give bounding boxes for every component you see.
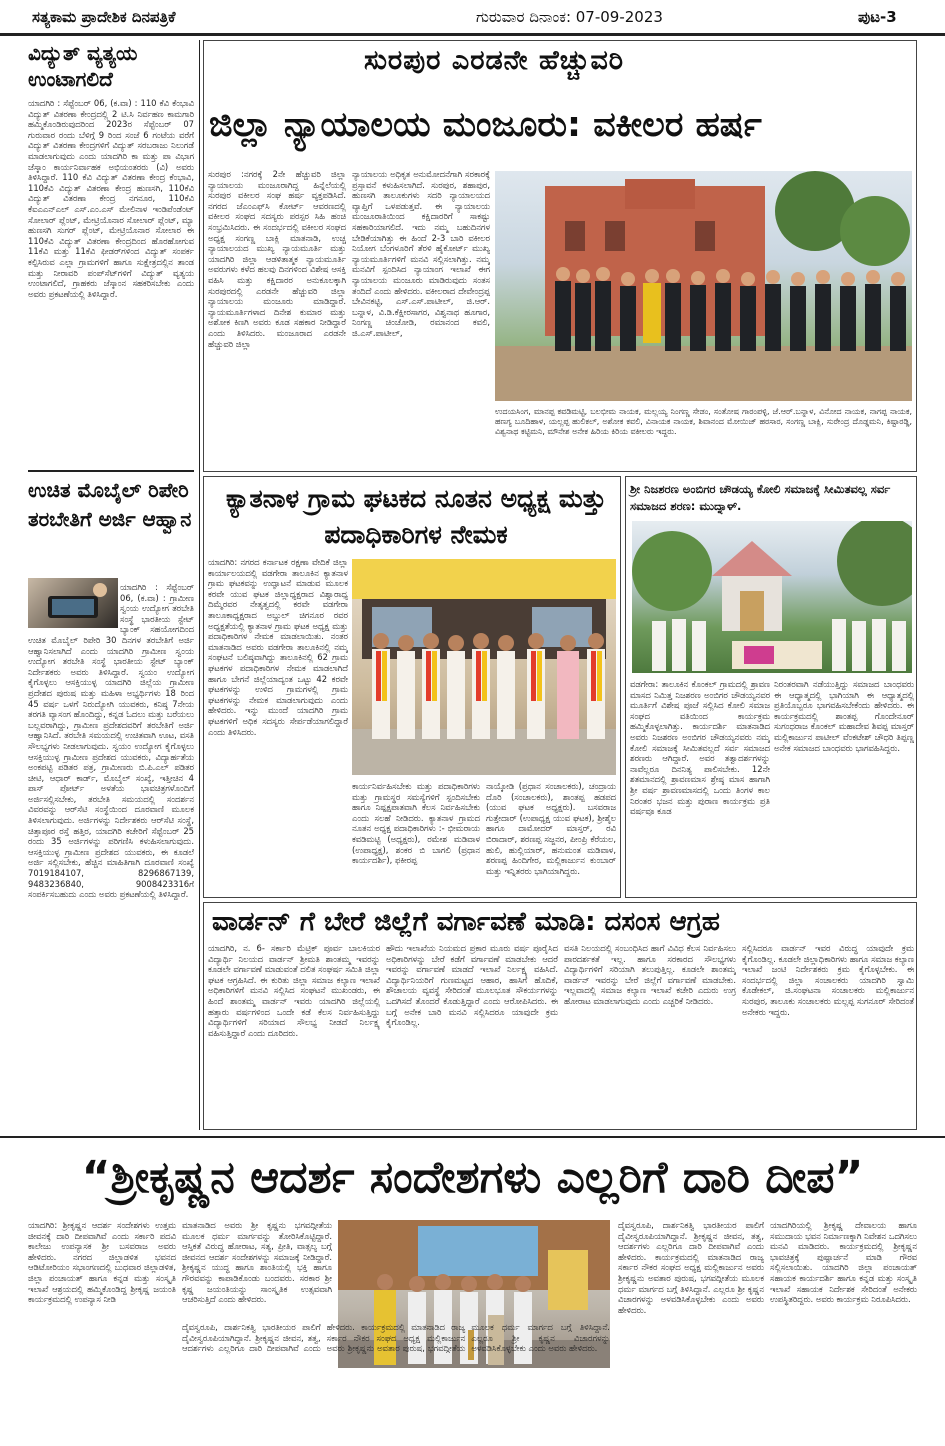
lawyers-group-photo bbox=[495, 171, 912, 401]
page-header bbox=[0, 0, 945, 36]
headline: ವಿದ್ಯುತ್ ವ್ಯತ್ಯಯ ಉಂಟಾಗಲಿದೆ bbox=[28, 41, 138, 91]
story-col-4: ಸಲ್ಲಿಸಿದರೂ ವಾರ್ಡನ್ ಇವರ ವಿರುದ್ಧ ಯಾವುದೇ ಕ್ರಮ ಕೈಗೊಂಡಿಲ್ಲ. ಕೂಡಲೇ ಜಿಲ್ಲಾಧಿಕಾರಿಗಳು ಹಾಗೂ ಸಮಾಜ ಕಲ್ಯಾಣ ಇಲಾಖೆ ಜಂಟಿ ನಿರ್ದೇಶಕರು ಕ್ರಮ ಕೈಗೊಳ್ಳಬೇಕು. ಈ ಸಂದರ್ಭದಲ್ಲಿ ಜಿಲ್ಲಾ ಸಂಚಾಲಕರು ಯಾದಗಿರಿ ಸ್ವಾಮಿ ಕೊಡೇಕಲ್, ಜಿ.ಸಂಘಟನಾ ಸಂಚಾಲಕರು ಮಲ್ಲಿಕಾರ್ಜುನ ಸುರಪುರ, ತಾಲೂಕು ಸಂಚಾಲಕರು ಮಲ್ಲಪ್ಪ ಸುಗನೂರ್ ಸೇರಿದಂತೆ ಅನೇಕರು ಇದ್ದರು. bbox=[742, 943, 914, 1017]
story-mobile bbox=[28, 476, 194, 534]
temple-gathering-photo bbox=[632, 521, 912, 673]
kicker: ಸುರಪುರ ಎರಡನೇ ಹೆಚ್ಚುವರಿ bbox=[364, 45, 625, 76]
divider bbox=[28, 470, 194, 472]
story-col-2: ನ್ಯಾಯಾಲಯ ಅಧಿಕೃತ ಅನುಮೋದನೆಗಾಗಿ ಸರಕಾರಕ್ಕೆ ಪ್ರಸ್ತಾವನೆ ಕಳುಹಿಸಲಾಗಿದೆ. ಸುರಪುರ, ಶಹಾಪುರ, ಹುಣಸಗಿ ತಾಲೂಕುಗಳು ಸದರಿ ನ್ಯಾಯಾಲಯದ ವ್ಯಾಪ್ತಿಗೆ ಒಳಪಡುತ್ತವೆ. ಈ ನ್ಯಾಯಾಲಯ ಮಂಜೂರಾತಿಯಿಂದ ಕಕ್ಷಿದಾರರಿಗೆ ಸಾಕಷ್ಟು ಸಹಕಾರಿಯಾಗಲಿದೆ. ಇದು ನಮ್ಮ ಬಹುದಿನಗಳ ಬೇಡಿಕೆಯಾಗಿತ್ತು ಈ ಹಿಂದೆ 2-3 ಬಾರಿ ವಕೀಲರ ನಿಯೋಗ ಬೆಂಗಳೂರಿಗೆ ತೆರಳಿ ಹೈಕೋರ್ಟ್ ಮುಖ್ಯ ನ್ಯಾಯಮೂರ್ತಿಗಳಿಗೆ ಮನವಿ ಸಲ್ಲಿಸಲಾಗಿತ್ತು. ನಮ್ಮ ಮನವಿಗೆ ಸ್ಪಂದಿಸಿದ ನ್ಯಾಯಾಂಗ ಇಲಾಖೆ ಈಗ ನ್ಯಾಯಾಲಯ ಮಂಜೂರು ಮಾಡಿರುವುದು ಸಂತಸ ತಂದಿದೆ ಎಂದು ಹೇಳಿದರು. ವಕೀಲರಾದ ದೇವೇಂದ್ರಪ್ಪ ಬೇವಿನಕಟ್ಟಿ, ಎಸ್.ಎಸ್.ಪಾಟೀಲ್, ಜಿ.ಆರ್. ಬನ್ನಾಳ, ವಿ.ಡಿ.ಕೆಕ್ಷೀರಸಾಗರ, ವಿಶ್ವನಾಥ ಹೂಗಾರ, ನಿಂಗಣ್ಣ ಚಿಂಚೋಡಿ, ರಮಾನಂದ ಕವಲಿ, ಜಿ.ಎಸ್.ಪಾಟೀಲ್, bbox=[352, 169, 490, 338]
story-col-1: ವಡಗೇರಾ: ತಾಲೂಕಿನ ಕೊಂಕಲ್ ಗ್ರಾಮದಲ್ಲಿ ಶ್ರಾವಣ ಮಾಸದ ನಿಮಿತ್ತ ನಿಜಶರಣ ಅಂಬಿಗರ ಚೌಡಯ್ಯನವರ ಮೂರ್ತಿಗೆ ವಿಶೇಷ ಪೂಜೆ ಸಲ್ಲಿಸಿದ ಕೋಲಿ ಸಮಾಜ ಸಂಘದ ವತಿಯಿಂದ ಕಾರ್ಯಕ್ರಮ ಹಮ್ಮಿಕೊಳ್ಳಲಾಗಿತ್ತು. ಕಾರ್ಯದರ್ಶಿ ಮಾತನಾಡಿದ ಅವರು ನಿಜಶರಣ ಅಂಬಿಗರ ಚೌಡಯ್ಯನವರು ನಮ್ಮ ಕೋಲಿ ಸಮಾಜಕ್ಕೆ ಸೀಮಿತವಲ್ಲದೆ ಸರ್ವ ಸಮಾಜದ ಶರಣರು ಆಗಿದ್ದಾರೆ. ಅವರ ತತ್ವಾದರ್ಶಗಳನ್ನು ನಾವೆಲ್ಲರೂ ದಿನನಿತ್ಯ ಪಾಲಿಸಬೇಕು. 12ನೇ ಶತಮಾನದಲ್ಲಿ ಶ್ರಾವಣಮಾಸ ಶ್ರೇಷ್ಠ ಮಾಸ ಹಾಗಾಗಿ ಶ್ರೀ ವರ್ಷ ಶ್ರಾವಣಮಾಸದಲ್ಲಿ ಒಂದು ತಿಂಗಳ ಕಾಲ ನಿರಂತರ ಭಜನ ಮತ್ತು ಪುರಾಣ ಕಾರ್ಯಕ್ರಮ ಪ್ರತಿ ವರ್ಷವೂ ಕೂಡ bbox=[630, 679, 770, 817]
story-col-2: ಕಾರ್ಯನಿರ್ವಹಿಸಬೇಕು ಮತ್ತು ಪದಾಧಿಕಾರಿಗಳು ಮತ್ತು ಗ್ರಾಮಸ್ಥರ ಸಮಸ್ಯೆಗಳಿಗೆ ಸ್ಪಂದಿಸಬೇಕು ಹಾಗೂ ನಿಷ್ಪಕ್ಷಪಾತವಾಗಿ ಕೆಲಸ ನಿರ್ವಹಿಸಬೇಕು ಎಂದು ಸಲಹೆ ನೀಡಿದರು. ಕ್ಯಾತನಾಳ ಗ್ರಾಮದ ನೂತನ ಅಧ್ಯಕ್ಷ ಪದಾಧಿಕಾರಿಗಳು :- ಭೀಮರಾಯ ಕವಡಿಮಟ್ಟಿ (ಅಧ್ಯಕ್ಷರು), ರಮೇಶ ಮಡಿವಾಳ (ಉಪಾಧ್ಯಕ್ಷ), ಶಂಕರ ಬಿ ಬಾಗಲಿ (ಪ್ರಧಾನ ಕಾರ್ಯದರ್ಶಿ), ಫಕೀರಪ್ಪ bbox=[352, 781, 480, 866]
story-col-3: ನಾಯ್ಕೋಡಿ (ಪ್ರಧಾನ ಸಂಚಾಲಕರು), ಚಂದ್ರಾಯ ದೊರಿ (ಸಂಚಾಲಕರು), ಶಾಂತಪ್ಪ ಹಡಪದ (ಯುವ ಘಟಕ ಅಧ್ಯಕ್ಷರು). ಬಸವರಾಜ ಗುತ್ತೇದಾರ್ (ಉಪಾಧ್ಯಕ್ಷ ಯುವ ಘಟಕ), ಶ್ರೀಶೈಲ ಹಾಗೂ ದಾಮೋದರ್ ಮಾಸ್ತರ್, ರವಿ ಬಿರಾದಾರ್, ಶರಣಪ್ಪ ಸಜ್ಜನರ, ಪೀಂಪ್ರಿ ಕೆರೆಯಲ, ಹುಲಿ, ಹುಲ್ಲಿಯಾರ್, ಹನುಮಂತ ಮಡಿವಾಳ, ಶರಣಪ್ಪ ಹಿಂದಿಗೇರ, ಮಲ್ಲಿಕಾರ್ಜುನ ಕುಂಬಾರ್ ಮತ್ತು ಇನ್ನಿತರರು ಭಾಗಿಯಾಗಿದ್ದರು. bbox=[486, 781, 616, 876]
story-col-3: ದೈವಸ್ವರೂಪಿ, ದಾರ್ಶನಿಕತ್ವಿ ಭಾರತೀಯರ ಪಾಲಿಗೆ ದೈವೀಸ್ವರೂಪಿಯಾಗಿದ್ದಾನೆ. ಶ್ರೀಕೃಷ್ಣನ ಜೀವನ, ತತ್ವ, ಆದರ್ಶಗಳು ಎಲ್ಲರಿಗೂ ದಾರಿ ದೀಪವಾಗಿವೆ ಎಂದು ಹೇಳಿದರು. ಕಾರ್ಯಕ್ರಮದಲ್ಲಿ ಮಾತನಾಡಿದ ರಾಜ್ಯ ಸರ್ಕಾರ ನೌಕರ ಸಂಘದ ಅಧ್ಯಕ್ಷ ಮಲ್ಲಿಕಾರ್ಜುನ ಅವರು ಶ್ರೀಕೃಷ್ಣನು ಅವತಾರ ಪುರುಷ, ಭಗವದ್ಗೀತೆಯ ಮೂಲಕ ಧರ್ಮ ಮಾರ್ಗದ ಬಗ್ಗೆ ತಿಳಿಸಿದ್ದಾನೆ. ಎಲ್ಲರೂ ಶ್ರೀ ಕೃಷ್ಣನ ವಿಚಾರಗಳನ್ನು ಅಳವಡಿಸಿಕೊಳ್ಳಬೇಕು ಎಂದು ಅವರು ಹೇಳಿದರು. bbox=[618, 1220, 764, 1315]
column-rule bbox=[199, 40, 200, 1130]
story-col-1: ಸುರಪುರ :ನಗರಕ್ಕೆ 2ನೇ ಹೆಚ್ಚುವರಿ ಜಿಲ್ಲಾ ನ್ಯಾಯಾಲಯ ಮಂಜೂರಾಗಿದ್ದ ಹಿನ್ನೆಲೆಯಲ್ಲಿ ಸುರಪುರ ವಕೀಲರ ಸಂಘ ಹರ್ಷ ವ್ಯಕ್ತಪಡಿಸಿದೆ. ನಗರದ ಜೆಎಂಎಫ್‌ಸಿ ಕೋರ್ಟ್ ಆವರಣದಲ್ಲಿ ವಕೀಲರ ಸಂಘದ ಸದಸ್ಯರು ಪರಸ್ಪರ ಸಿಹಿ ಹಂಚಿ ಸಂಭ್ರಮಿಸಿದರು. ಈ ಸಂದರ್ಭದಲ್ಲಿ ವಕೀಲರ ಸಂಘದ ಅಧ್ಯಕ್ಷ ಸಂಗಣ್ಣ ಬಾಕ್ಲಿ ಮಾತನಾಡಿ, ಉಚ್ಚ ನ್ಯಾಯಾಲಯದ ಮುಖ್ಯ ನ್ಯಾಯಮೂರ್ತಿ ಮತ್ತು ಯಾದಗಿರಿ ಜಿಲ್ಲಾ ಆಡಳಿತಾತ್ಮಕ ನ್ಯಾಯಮೂರ್ತಿ ಅವರುಗಳು ಕಳೆದ ಹಲವು ದಿನಗಳಿಂದ ವಿಶೇಷ ಆಸಕ್ತಿ ವಹಿಸಿ ಮತ್ತು ಕಕ್ಷಿದಾರರ ಅನುಕೂಲಕ್ಕಾಗಿ ಸುರಪುರದಲ್ಲಿ ಎರಡನೇ ಹೆಚ್ಚುವರಿ ಜಿಲ್ಲಾ ನ್ಯಾಯಾಲಯ ಮಂಜೂರು ಮಾಡಿದ್ದಾರೆ. ನ್ಯಾಯಮೂರ್ತಿಗಳಾದ ದಿನೇಶ ಕುಮಾರ ಮತ್ತು ಅಶೋಕ ಕಿಣಗಿ ಅವರು ಕೂಡ ಸಹಕಾರ ನೀಡಿದ್ದಾರೆ ಎಂದು ತಿಳಿಸಿದರು. ಮಂಜೂರಾದ ಎರಡನೇ ಹೆಚ್ಚುವರಿ ಜಿಲ್ಲಾ bbox=[208, 169, 346, 349]
story-court bbox=[203, 40, 917, 472]
story-col-4: ಯಾದಗಿರಿಯಲ್ಲಿ ಶ್ರೀಕೃಷ್ಣ ದೇವಾಲಯ ಹಾಗೂ ಸಮುದಾಯ ಭವನ ನಿರ್ಮಾಣಕ್ಕಾಗಿ ನಿವೇಶನ ಒದಗಿಸಲು ಮನವಿ ಮಾಡಿದರು. ಕಾರ್ಯಕ್ರಮದಲ್ಲಿ ಶ್ರೀಕೃಷ್ಣನ ಭಾವಚಿತ್ರಕ್ಕೆ ಪುಷ್ಪಾರ್ಚನೆ ಮಾಡಿ ಗೌರವ ಸಲ್ಲಿಸಲಾಯಿತು. ಯಾದಗಿರಿ ಜಿಲ್ಲಾ ಪಂಚಾಯತ್ ಸಹಾಯಕ ಕಾರ್ಯದರ್ಶಿ ಹಾಗೂ ಕನ್ನಡ ಮತ್ತು ಸಂಸ್ಕೃತಿ ಇಲಾಖೆ ಸಹಾಯಕ ನಿರ್ದೇಶಕ ಸೇರಿದಂತೆ ಅನೇಕರು ಉಪಸ್ಥಿತರಿದ್ದರು. ಅವರು ಕಾರ್ಯಕ್ರಮ ನಿರೂಪಿಸಿದರು. bbox=[770, 1220, 917, 1305]
story-col-2a: ಮಾತನಾಡಿದ ಅವರು ಶ್ರೀ ಕೃಷ್ಣನು ಭಗವದ್ಗೀತೆಯ ಮೂಲಕ ಧರ್ಮ ಮಾರ್ಗವನ್ನು ತೋರಿಸಿಕೊಟ್ಟಿದ್ದಾರೆ. ಆಸ್ತಿಕತೆ ವಿರುದ್ಧ ಹೋರಾಟ, ಸತ್ಯ, ಪ್ರೀತಿ, ವಾತ್ಸಲ್ಯ ಬಗ್ಗೆ ಜೀವನದ ಆದರ್ಶ ಸಂದೇಶಗಳನ್ನು ಸಮಾಜಕ್ಕೆ ನೀಡಿದ್ದಾರೆ. ಶ್ರೀಕೃಷ್ಣನ ಯುದ್ಧ ಹಾಗೂ ಶಾಂತಿಯಲ್ಲಿ ಭಕ್ತಿ ಹಾಗೂ ಗೌರವವನ್ನು ಕಾಪಾಡಿಕೊಂಡು ಬಂದವರು. ಸರಕಾರ ಶ್ರೀ ಕೃಷ್ಣ ಜಯಂತಿಯನ್ನು ಸಾಂಸ್ಕೃತಿಕ ಉತ್ಸವವಾಗಿ ಆಚರಿಸುತ್ತಿದೆ ಎಂದು ಹೇಳಿದರು. bbox=[182, 1220, 332, 1305]
photo-caption: ಉದಯಸಿಂಗ, ಮಾನಪ್ಪ ಕವಡಿಮಟ್ಟಿ, ಬಲಭೀಮ ನಾಯಕ, ಮಲ್ಲಯ್ಯ ನಿಂಗಣ್ಣ ಸೇಡಂ, ಸಂತೋಷ ಗಾರಂಪಳ್ಳಿ, ಜೆ.ಆರ್.ಬನ್ನಾಳ, ವಿನೋದ ನಾಯಕ, ನಾಗಪ್ಪ ನಾಯಕ, ಹಣಗ್ಯ ಬೂದಿಹಾಳ, ಯಲ್ಲಪ್ಪ ಹುಲಿಕಲ್, ಅಶೋಕ ಕವಲಿ, ವಿನಾಯಕ ನಾಯಕ, ಶಿವಾನಂದ ಮೋಯಿಜ್ ಹರಸಾರ, ಸಂಗಣ್ಣ ಬಾಕ್ಲಿ, ಸುರೇಂದ್ರ ದೊಡ್ಡಮನಿ, ಕಿಷ್ಟಾರಡ್ಡಿ, ವಿಶ್ವನಾಥ ಕಟ್ಟಿಮನಿ, ಮೌನೇಶ ಅನೇಕ ಹಿರಿಯ ಕಿರಿಯ ವಕೀಲರು ಇದ್ದರು. bbox=[495, 407, 912, 436]
headline: “ಶ್ರೀಕೃಷ್ಣನ ಆದರ್ಶ ಸಂದೇಶಗಳು ಎಲ್ಲರಿಗೆ ದಾರಿ ದೀಪ” bbox=[81, 1152, 864, 1203]
story-col-1: ಯಾದಗಿರಿ: ಶ್ರೀಕೃಷ್ಣನ ಆದರ್ಶ ಸಂದೇಶಗಳು ಉತ್ತಮ ಜೀವನಕ್ಕೆ ದಾರಿ ದೀಪವಾಗಿವೆ ಎಂದು ಸರ್ಕಾರಿ ಪದವಿ ಕಾಲೇಜು ಉಪನ್ಯಾಸಕ ಶ್ರೀ ಬಸವರಾಜ ಅವರು ಹೇಳಿದರು. ನಗರದ ಜಿಲ್ಲಾಡಳಿತ ಭವನದ ಆಡಿಟೋರಿಯಂ ಸಭಾಂಗಣದಲ್ಲಿ ಬುಧವಾರ ಜಿಲ್ಲಾಡಳಿತ, ಜಿಲ್ಲಾ ಪಂಚಾಯತ್ ಹಾಗೂ ಕನ್ನಡ ಮತ್ತು ಸಂಸ್ಕೃತಿ ಇಲಾಖೆ ಆಶ್ರಯದಲ್ಲಿ ಹಮ್ಮಿಕೊಂಡಿದ್ದ ಶ್ರೀಕೃಷ್ಣ ಜಯಂತಿ ಕಾರ್ಯಕ್ರಮದಲ್ಲಿ ಉಪನ್ಯಾಸ ನೀಡಿ bbox=[28, 1220, 176, 1305]
story-col-3: ವಸತಿ ನಿಲಯದಲ್ಲಿ ಸಂಬಂಧಿಸಿದ ಹಾಗೆ ವಿವಿಧ ಕೆಲಸ ನಿರ್ವಹಿಸಲು ಪಾರದರ್ಶಕತೆ ಇಲ್ಲ. ಹಾಗೂ ಸರಕಾರದ ಸೌಲಭ್ಯಗಳು ವಿದ್ಯಾರ್ಥಿಗಳಿಗೆ ಸರಿಯಾಗಿ ತಲುಪುತ್ತಿಲ್ಲ. ಕೂಡಲೇ ಶಾಂತಮ್ಮ ವಾರ್ಡನ್ ಇವರನ್ನು ಬೇರೆ ಜಿಲ್ಲೆಗೆ ವರ್ಗಾವಣೆ ಮಾಡಬೇಕು. ಇಲ್ಲವಾದಲ್ಲಿ ಸಮಾಜ ಕಲ್ಯಾಣ ಇಲಾಖೆ ಕಚೇರಿ ಎದುರು ಉಗ್ರ ಹೋರಾಟ ಮಾಡಲಾಗುವುದು ಎಂದು ಎಚ್ಚರಿಕೆ ನೀಡಿದರು. bbox=[564, 943, 736, 1006]
issue-date: ಗುರುವಾರ ದಿನಾಂಕ: 07-09-2023 bbox=[476, 8, 663, 26]
paper-name: ಸತ್ಯಕಾಮ ಪ್ರಾದೇಶಿಕ ದಿನಪತ್ರಿಕೆ bbox=[32, 8, 176, 26]
story-col-2: ನಿರಂತರವಾಗಿ ನಡೆಯುತ್ತಿದ್ದು ಸಮಾಜದ ಬಾಂಧವರು ಈ ಆಧ್ಯಾತ್ಮದಲ್ಲಿ ಭಾಗಿಯಾಗಿ ಈ ಆಧ್ಯಾತ್ಮದಲ್ಲಿ ಪ್ರತಿಯೊಬ್ಬರೂ ಭಾಗವಹಿಸಬೇಕೆಂದು ಹೇಳಿದರು. ಈ ಕಾರ್ಯಕ್ರಮದಲ್ಲಿ ಶಾಂತಪ್ಪ ಗೊಂದೇನೂರ್ ಸುಗಂಧರಾಜ ಕೊಂಕಲ್ ಮಹಾದೇವ ಶಿವಪ್ಪ ಮಾಸ್ತರ್ ಮಲ್ಲಿಕಾರ್ಜುನ ಪಾಟೀಲ್ ವೆಂಕಟೇಶ್ ಚೌಧರಿ ತಿಪ್ಪಣ್ಣ ಅನೇಕ ಸಮಾಜದ ಬಾಂಧವರು ಭಾಗವಹಿಸಿದ್ದರು. bbox=[774, 679, 914, 753]
story-body: ಯಾದಗಿರಿ : ಸೆಪ್ಟೆಂಬರ್ 06, (ಕ.ವಾ) : 110 ಕೆವಿ ಕೆಂಭಾವಿ ವಿದ್ಯುತ್ ವಿತರಣಾ ಕೇಂದ್ರದಲ್ಲಿ 2 ಟಿ.ಸಿ ನಿರ್ವಹಣ ಕಾಮಗಾರಿ ಹಮ್ಮಿಕೊಂಡಿರುವುದರಿಂದ 2023ರ ಸೆಪ್ಟೆಂಬರ್ 07 ಗುರುವಾರ ರಂದು ಬೆಳಿಗ್ಗೆ 9 ರಿಂದ ಸಂಜೆ 6 ಗಂಟೆಯ ವರೆಗೆ ವಿದ್ಯುತ್ ವಿತರಣಾ ಕೇಂದ್ರಗಳಿಗೆ ವಿದ್ಯುತ್ ಸರಬರಾಜು ನಿಲುಗಡೆ ಮಾಡಲಾಗುವುದು ಎಂದು ಯಾದಗಿರಿ ಕಾ ಮತ್ತು ಪಾ ವಿಭಾಗ ಜೆಸ್ಕಾಂ ಕಾರ್ಯನಿರ್ವಾಹಕ ಅಭಿಯಂತರರು (ವಿ) ಅವರು ತಿಳಿಸಿದ್ದಾರೆ. 110 ಕೆವಿ ವಿದ್ಯುತ್ ವಿತರಣಾ ಕೇಂದ್ರ ಕೆಂಭಾವಿ, 110ಕೆವಿ ವಿದ್ಯುತ್ ವಿತರಣಾ ಕೇಂದ್ರ ಹುಣಸಗಿ, 110ಕೆವಿ ವಿದ್ಯುತ್ ವಿತರಣಾ ಕೇಂದ್ರ ನಗನೂರ, 110ಕೆವಿ ಕೆಐಎಎನ್‌ಎಲ್ ಎಸ್.ಎಂ.ಎಸ್ ಮೇಲಿನಾಳ ಇಂಡಿಪೆಂಡೆಂಟ್ ಸೋಲಾರ್ ಪ್ಲೆಂಟ್, ಮೇಟ್ರಿಯೊನಾರ ಸೋಲಾರ್ ಪ್ಲೆಂಟ್, ಮ್ಯಾ ಹುಣಸಗಿ ಸುಗರ್ ಪ್ಲೆಂಟ್, ಮೇಟ್ರಿಯೊನಾರ ಸೋಲಾರ ಈ 110ಕೆವಿ ವಿದ್ಯುತ್ ವಿತರಣಾ ಕೇಂದ್ರದಿಂದ ಹೊರಹೋಗುವ 11ಕೆವಿ ಮತ್ತು 11ಕೆವಿ ಫೀಡರ್‌ಗಳಿಂದ ವಿದ್ಯುತ್ ಸಂಪರ್ಕ ಕಲ್ಪಿಸಿರುವ ಎಲ್ಲಾ ಗ್ರಾಮಗಳಿಗೆ ಹಾಗೂ ಸುಕ್ಷೇತ್ರದಲ್ಲಿನ ತಾಂಡ ಮತ್ತು ನೀರಾವರಿ ಪಂಪ್‌ಸೆಟ್‌ಗಳಿಗೆ ವಿದ್ಯುತ್ ವ್ಯತ್ಯಯ ಉಂಟಾಗಲಿದೆ, ಗ್ರಾಹಕರು ಜೆಸ್ಕಾಂನ ಸಹಕರಿಸಬೇಕು ಎಂದು ಅವರು ಪ್ರಕಟಣೆಯಲ್ಲಿ ತಿಳಿಸಿದ್ದಾರೆ. bbox=[28, 98, 194, 299]
katnal-group-photo bbox=[352, 559, 616, 775]
story-col-2: ಹೌದು ಇಲಾಖೆಯ ನಿಯಮದ ಪ್ರಕಾರ ಮೂರು ವರ್ಷ ಪೂರೈಸಿದ ಅಧಿಕಾರಿಗಳನ್ನು ಬೇರೆ ಕಡೆಗೆ ವರ್ಗಾವಣೆ ಮಾಡಬೇಕು ಆದರೆ ಇವರನ್ನು ವರ್ಗಾವಣೆ ಮಾಡದೆ ಇಲಾಖೆ ನಿರ್ಲಕ್ಷ್ಯ ವಹಿಸಿದೆ. ವಿದ್ಯಾರ್ಥಿನಿಯರಿಗೆ ಗುಣಮಟ್ಟದ ಆಹಾರ, ಹಾಸಿಗೆ ಹೊದಿಕೆ, ಶೌಚಾಲಯ ವ್ಯವಸ್ಥೆ ಸೇರಿದಂತೆ ಮೂಲಭೂತ ಸೌಕರ್ಯಗಳನ್ನು ಒದಗಿಸದೆ ತೊಂದರೆ ಕೊಡುತ್ತಿದ್ದಾರೆ ಎಂದು ಆರೋಪಿಸಿದರು. ಈ ಬಗ್ಗೆ ಅನೇಕ ಬಾರಿ ಮನವಿ ಸಲ್ಲಿಸಿದರೂ ಯಾವುದೇ ಕ್ರಮ ಕೈಗೊಂಡಿಲ್ಲ. bbox=[386, 943, 558, 1028]
headline: ವಾರ್ಡನ್ ಗೆ ಬೇರೆ ಜಿಲ್ಲೆಗೆ ವರ್ಗಾವಣೆ ಮಾಡಿ: ದಸಂಸ ಆಗ್ರಹ bbox=[212, 907, 720, 937]
divider bbox=[0, 1136, 945, 1138]
story-col-2b: ದೈವಸ್ವರೂಪಿ, ದಾರ್ಶನಿಕತ್ವಿ ಭಾರತೀಯರ ಪಾಲಿಗೆ ದೈವೀಸ್ವರೂಪಿಯಾಗಿದ್ದಾನೆ. ಶ್ರೀಕೃಷ್ಣನ ಜೀವನ, ತತ್ವ, ಆದರ್ಶಗಳು ಎಲ್ಲರಿಗೂ ದಾರಿ ದೀಪವಾಗಿವೆ ಎಂದು ಹೇಳಿದರು. ಕಾರ್ಯಕ್ರಮದಲ್ಲಿ ಮಾತನಾಡಿದ ರಾಜ್ಯ ಸರ್ಕಾರ ನೌಕರ ಸಂಘದ ಅಧ್ಯಕ್ಷ ಮಲ್ಲಿಕಾರ್ಜುನ ಅವರು ಶ್ರೀಕೃಷ್ಣನು ಅವತಾರ ಪುರುಷ, ಭಗವದ್ಗೀತೆಯ ಮೂಲಕ ಧರ್ಮ ಮಾರ್ಗದ ಬಗ್ಗೆ ತಿಳಿಸಿದ್ದಾನೆ. ಎಲ್ಲರೂ ಶ್ರೀ ಕೃಷ್ಣನ ವಿಚಾರಗಳನ್ನು ಅಳವಡಿಸಿಕೊಳ್ಳಬೇಕು ಎಂದು ಅವರು ಹೇಳಿದರು. bbox=[182, 1322, 610, 1354]
headline: ಜಿಲ್ಲಾ ನ್ಯಾಯಾಲಯ ಮಂಜೂರು: ವಕೀಲರ ಹರ್ಷ bbox=[209, 105, 762, 145]
page-number: ಪುಟ-3 bbox=[858, 8, 897, 26]
story-krishna bbox=[28, 1140, 917, 1440]
story-power bbox=[28, 40, 194, 488]
headline: ಉಚಿತ ಮೊಬೈಲ್ ರಿಪೇರಿ ತರಬೇತಿಗೆ ಅರ್ಜಿ ಆಹ್ವಾನ bbox=[28, 478, 192, 531]
story-col-1: ಯಾದಗಿರಿ: ನಗರದ ಕರ್ನಾಟಕ ರಕ್ಷಣಾ ವೇದಿಕೆ ಜಿಲ್ಲಾ ಕಾರ್ಯಾಲಯದಲ್ಲಿ ವಡಗೇರಾ ತಾಲೂಕಿನ ಕ್ಯಾತನಾಳ ಗ್ರಾಮ ಘಟಕವನ್ನು ಉದ್ಘಾಟನೆ ಮಾಡುವ ಮೂಲಕ ಕರವೇ ಯುವ ಘಟಕ ಜಿಲ್ಲಾಧ್ಯಕ್ಷರಾದ ವಿಶ್ವಾರಾಧ್ಯ ದಿಮ್ಮೆರವರ ನೇತೃತ್ವದಲ್ಲಿ ಕರವೇ ವಡಗೇರಾ ತಾಲೂಕಾಧ್ಯಕ್ಷರಾದ ಅಬ್ದುಲ್ ಚಿಗನೂರ ರವರ ಅಧ್ಯಕ್ಷತೆಯಲ್ಲಿ ಕ್ಯಾತನಾಳ ಗ್ರಾಮ ಘಟಕ ಅಧ್ಯಕ್ಷ ಮತ್ತು ಪದಾಧಿಕಾರಿಗಳ ನೇಮಕ ಮಾಡಲಾಯಿತು. ನಂತರ ಮಾತನಾಡಿದ ಅವರು ವಡಗೇರಾ ತಾಲೂಕಿನಲ್ಲಿ ನಮ್ಮ ಸಂಘಟನೆ ಬಲಿಷ್ಠವಾಗಿದ್ದು ತಾಲೂಕಿನಲ್ಲಿ 62 ಗ್ರಾಮ ಘಟಕಗಳ ಪದಾಧಿಕಾರಿಗಳ ನೇಮಕ ಮಾಡಲಾಗಿದೆ ಹಾಗೂ ಬೇಗನೆ ಜಿಲ್ಲೆಯಾದ್ಯಂತ ಒಟ್ಟು 42 ಕರವೇ ಘಟಕಗಳನ್ನು ಉಳಿದ ಗ್ರಾಮಗಳಲ್ಲಿ ಗ್ರಾಮ ಘಟಕಗಳನ್ನು ನೇಮಕ ಮಾಡಲಾಗುವುದು ಎಂದು ಹೇಳಿದರು. ಇನ್ನು ಮುಂದೆ ಯಾದಗಿರಿ ಗ್ರಾಮ ಘಟಕಗಳಿಗೆ ಅಧಿಕ ಸದಸ್ಯರು ಸೇರ್ಪಡೆಯಾಗಲಿದ್ದಾರೆ ಎಂದು ತಿಳಿಸಿದರು. bbox=[208, 557, 348, 737]
story-katnal bbox=[203, 476, 621, 898]
story-warden bbox=[203, 902, 917, 1130]
story-body: ಯಾದಗಿರಿ : ಸೆಪ್ಟೆಂಬರ್ 06, (ಕ.ವಾ) : ಗ್ರಾಮೀಣ ಸ್ವಂಯ ಉದ್ಯೋಗ ತರಬೇತಿ ಸಂಸ್ಥೆ ಭಾರತೀಯ ಸ್ಟೇಟ್ ಬ್ಯಾಂಕ್ ಸಹಯೋಗದಿಂದ ಉಚಿತ ಮೊಬೈಲ್ ರಿಪೇರಿ 30 ದಿನಗಳ ತರಬೇತಿಗೆ ಅರ್ಜಿ ಆಹ್ವಾನಿಸಲಾಗಿದೆ ಎಂದು ಯಾದಗಿರಿ ಗ್ರಾಮೀಣ ಸ್ವಂಯ ಉದ್ಯೋಗ ತರಬೇತಿ ಸಂಸ್ಥೆ ಭಾರತೀಯ ಸ್ಟೇಟ್ ಬ್ಯಾಂಕ್ ನಿರ್ದೇಶಕರು ಅವರು ತಿಳಿಸಿದ್ದಾರೆ. ಸ್ವಯಂ ಉದ್ಯೋಗ ಕೈಗೊಳ್ಳಲು ಆಸಕ್ತಿಯುಳ್ಳ ಯಾದಗಿರಿ ಜಿಲ್ಲೆಯ ಗ್ರಾಮೀಣ ಪ್ರದೇಶದ ಪುರುಷ ಮತ್ತು ಮಹಿಳಾ ಅಭ್ಯರ್ಥಿಗಳು 18 ರಿಂದ 45 ವರ್ಷ ಒಳಗೆ ನಿರುದ್ಯೋಗಿ ಯುವಕರು, ಕನಿಷ್ಠ 7ನೇಯ ತರಗತಿ ವ್ಯಾಸಂಗ ಹೊಂದಿದ್ದು, ಕನ್ನಡ ಓದಲು ಮತ್ತು ಬರೆಯಲು ಬಲ್ಲವರಾಗಿದ್ದು, ಗ್ರಾಮೀಣ ಪ್ರದೇಶದವರಿಗೆ ತರಬೇತಿಗೆ ಅರ್ಜಿ ಆಹ್ವಾನಿಸಿದೆ. ತರಬೇತಿ ಸಮಯದಲ್ಲಿ ಉಚಿತವಾಗಿ ಊಟ, ವಸತಿ ಸೌಲಭ್ಯಗಳು ನೀಡಲಾಗುವುದು. ಸ್ವಯಂ ಉದ್ಯೋಗ ಕೈಗೊಳ್ಳಲು ಆಸಕ್ತಿಯುಳ್ಳ ಗ್ರಾಮೀಣ ಪ್ರದೇಶದ ಯುವಕರು, ವಿದ್ಯಾರ್ಹತೆಯ ಅಂಕಪಟ್ಟಿ ಪಡಿತರ ಪತ್ರ, ಗ್ರಾಮೀಣರು ಬಿ.ಪಿ.ಎಲ್ ಪಡಿತರ ಚೀಟಿ, ಆಧಾರ್ ಕಾರ್ಡ್, ಮೊಬೈಲ್ ಸಂಖ್ಯೆ, ಇತ್ತೀಚಿನ 4 ಪಾಸ್ ಪೋರ್ಟ್ ಅಳತೆಯ ಭಾವಚಿತ್ರಗಳೊಂದಿಗೆ ಅರ್ಜಿಸಲ್ಲಿಸಬೇಕು, ತರಬೇತಿ ಸಮಯದಲ್ಲಿ ಸಂದರ್ಶನ ವಿವರವನ್ನು ಆರ್‌ಸೆಟಿ ಸಂಸ್ಥೆಯಿಂದ ದೂರವಾಣಿ ಮೂಲಕ ತಿಳಿಸಲಾಗುವುದು. ಅರ್ಜಿಗಳನ್ನು ನಿರ್ದೇಶಕರು ಆರ್‌ಸೆಟಿ ಸಂಸ್ಥೆ, ಚಿತ್ತಾಪೂರ ರಸ್ತೆ ಹತ್ತಿರ, ಯಾದಗಿರಿ ಕಚೇರಿಗೆ ಸೆಪ್ಟೆಂಬರ್ 25 ರಂದು 35 ಅರ್ಜಿಗಳನ್ನು ಪರಿಗಣಿಸಿ ಕಳುಹಿಸಲಾಗುವುದು. ಆಸಕ್ತಿಯುಳ್ಳ ಗ್ರಾಮೀಣ ಪ್ರದೇಶದ ಯುವಕರು, ಈ ಕೂಡಲೆ ಅರ್ಜಿ ಸಲ್ಲಿಸಬೇಕು, ಹೆಚ್ಚಿನ ಮಾಹಿತಿಗಾಗಿ ದೂರವಾಣಿ ಸಂಖ್ಯೆ 7019184107, 8296867139, 9483236840, 9008423316ಗೆ ಸಂಪರ್ಕಿಸಬಹುದು ಎಂದು ಅವರು ಪ್ರಕಟಣೆಯಲ್ಲಿ ತಿಳಿಸಿದ್ದಾರೆ. bbox=[28, 582, 194, 900]
story-col-1: ಯಾದಗಿರಿ, ನ. 6- ಸರ್ಕಾರಿ ಮೆಟ್ರಿಕ್ ಪೂರ್ವ ಬಾಲಕಿಯರ ವಿದ್ಯಾರ್ಥಿ ನಿಲಯದ ವಾರ್ಡನ್ ಶ್ರೀಮತಿ ಶಾಂತಮ್ಮ ಇವರನ್ನು ಕೂಡಲೇ ವರ್ಗಾವಣೆ ಮಾಡುವಂತೆ ದಲಿತ ಸಂಘರ್ಷ ಸಮಿತಿ ಜಿಲ್ಲಾ ಘಟಕ ಆಗ್ರಹಿಸಿದೆ. ಈ ಕುರಿತು ಜಿಲ್ಲಾ ಸಮಾಜ ಕಲ್ಯಾಣ ಇಲಾಖೆ ಅಧಿಕಾರಿಗಳಿಗೆ ಮನವಿ ಸಲ್ಲಿಸಿದ ಸಂಘಟನೆ ಮುಖಂಡರು, ಈ ಹಿಂದೆ ಶಾಂತಮ್ಮ ವಾರ್ಡನ್ ಇವರು ಯಾದಗಿರಿ ಜಿಲ್ಲೆಯಲ್ಲಿ ಹತ್ತಾರು ವರ್ಷಗಳಿಂದ ಒಂದೇ ಕಡೆ ಕೆಲಸ ನಿರ್ವಹಿಸುತ್ತಿದ್ದು ವಿದ್ಯಾರ್ಥಿಗಳಿಗೆ ಸರಿಯಾದ ಸೌಲಭ್ಯ ನೀಡದೆ ನಿರ್ಲಕ್ಷ್ಯ ವಹಿಸುತ್ತಿದ್ದಾರೆ ಎಂದು ದೂರಿದರು. bbox=[208, 943, 380, 1038]
headline: ಶ್ರೀ ನಿಜಶರಣ ಅಂಬಿಗರ ಚೌಡಯ್ಯ ಕೋಲಿ ಸಮಾಜಕ್ಕೆ ಸೀಮಿತವಲ್ಲ ಸರ್ವ ಸಮಾಜದ ಶರಣ: ಮುದ್ನಾಳ್. bbox=[630, 482, 891, 513]
story-kolisamaj bbox=[625, 476, 917, 898]
headline: ಕ್ಯಾತನಾಳ ಗ್ರಾಮ ಘಟಕದ ನೂತನ ಅಧ್ಯಕ್ಷ ಮತ್ತು ಪದಾಧಿಕಾರಿಗಳ ನೇಮಕ bbox=[225, 484, 607, 549]
